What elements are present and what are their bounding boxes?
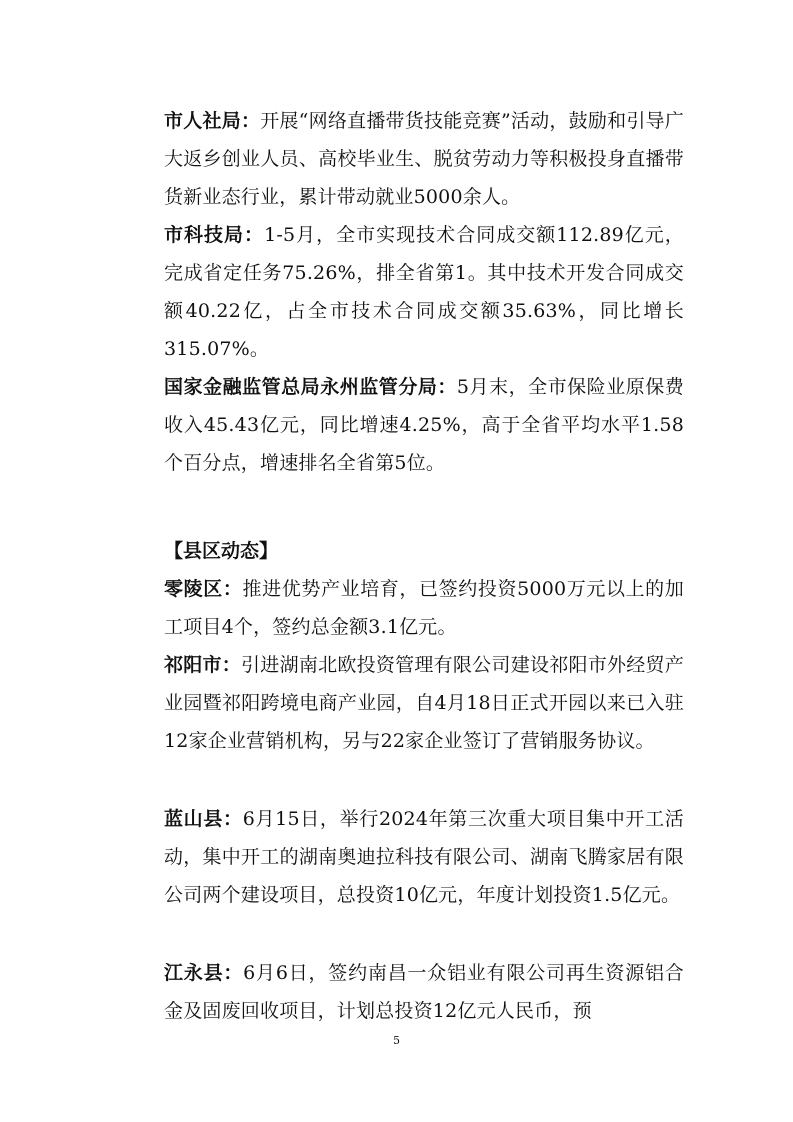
paragraph-label: 祁阳市： xyxy=(164,654,242,676)
paragraph-jiangyong xyxy=(164,954,684,1030)
paragraph-label: 市科技局： xyxy=(164,224,265,246)
paragraph-label: 江永县： xyxy=(164,962,244,984)
paragraph-text: 开展“网络直播带货技能竞赛”活动，鼓励和引导广大返乡创业人员、高校毕业生、脱贫劳动力等积极投身直播带货新业态行业，累计带动就业5000余人。 xyxy=(164,110,684,208)
page-number: 5 xyxy=(393,1034,400,1047)
paragraph-label: 市人社局： xyxy=(164,110,261,132)
paragraph-lanshan xyxy=(164,800,684,914)
paragraph-label: 蓝山县： xyxy=(164,808,243,830)
paragraph-text: 6月15日，举行2024年第三次重大项目集中开工活动，集中开工的湖南奥迪拉科技有限公司、湖南飞腾家居有限公司两个建设项目，总投资10亿元，年度计划投资1.5亿元。 xyxy=(164,808,684,906)
paragraph-label: 国家金融监管总局永州监管分局： xyxy=(164,376,457,398)
paragraph-lingling xyxy=(164,570,684,646)
paragraph-text: 5月末，全市保险业原保费收入45.43亿元，同比增速4.25%，高于全省平均水平1.58个百分点，增速排名全省第5位。 xyxy=(164,376,684,474)
section-title: 【县区动态】 xyxy=(164,540,279,562)
paragraph-city-hr-bureau xyxy=(164,102,684,216)
paragraph-text: 1-5月，全市实现技术合同成交额112.89亿元，完成省定任务75.26%，排全省第1。其中技术开发合同成交额40.22亿，占全市技术合同成交额35.63%，同比增长315.07%。 xyxy=(164,224,684,360)
paragraph-text: 6月6日，签约南昌一众铝业有限公司再生资源铝合金及固废回收项目，计划总投资12亿元人民币，预 xyxy=(164,962,684,1022)
paragraph-text: 推进优势产业培育，已签约投资5000万元以上的加工项目4个，签约总金额3.1亿元。 xyxy=(164,578,684,638)
paragraph-text: 引进湖南北欧投资管理有限公司建设祁阳市外经贸产业园暨祁阳跨境电商产业园，自4月18日正式开园以来已入驻12家企业营销机构，另与22家企业签订了营销服务协议。 xyxy=(164,654,684,752)
paragraph-qiyang xyxy=(164,646,684,760)
paragraph-label: 零陵区： xyxy=(164,578,243,600)
paragraph-financial-regulator xyxy=(164,368,684,482)
paragraph-city-science-bureau xyxy=(164,216,684,368)
